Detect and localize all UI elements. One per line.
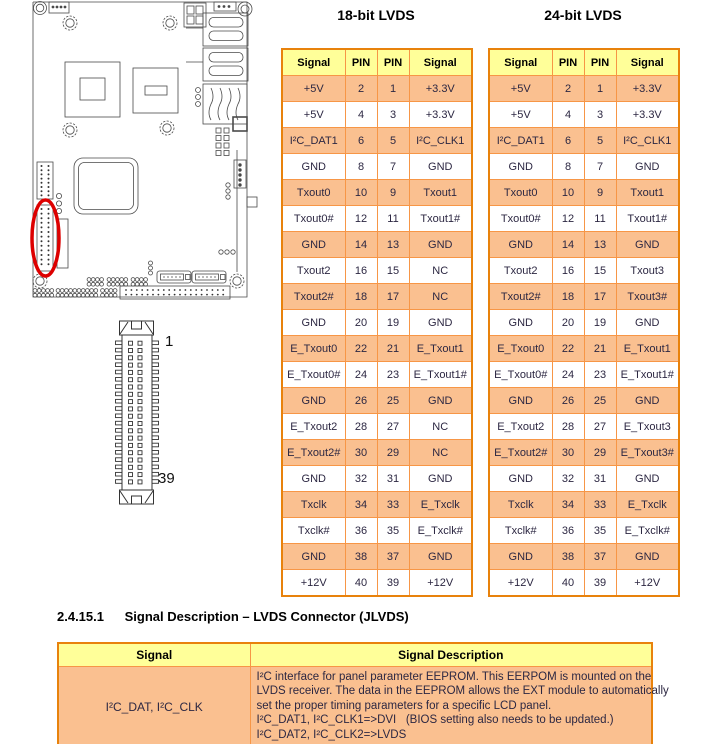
pin-cell: Txclk [282, 492, 345, 518]
pin-row [489, 180, 679, 206]
column-header: PIN [345, 49, 377, 76]
column-header: PIN [377, 49, 409, 76]
pin-cell: GND [409, 310, 472, 336]
pin-cell: 5 [584, 128, 616, 154]
pin-cell: Txclk# [489, 518, 552, 544]
pin-row [489, 284, 679, 310]
pin-cell: GND [282, 544, 345, 570]
pin-cell: +3.3V [616, 102, 679, 128]
sata-connectors [157, 271, 226, 283]
pin-cell: 28 [552, 414, 584, 440]
column-header: Signal [616, 49, 679, 76]
pin-cell: 3 [584, 102, 616, 128]
pin-cell: 23 [584, 362, 616, 388]
pin-cell: NC [409, 440, 472, 466]
left-header-upper [37, 162, 53, 199]
pin-cell: 39 [377, 570, 409, 597]
pin-cell: 18 [552, 284, 584, 310]
pin-cell: I²C_DAT1 [489, 128, 552, 154]
pin-cell: +12V [489, 570, 552, 597]
pin-cell: E_Txout1 [409, 336, 472, 362]
pin-cell: GND [282, 388, 345, 414]
pin-cell: 14 [552, 232, 584, 258]
pin-row [489, 388, 679, 414]
pin-cell: 21 [584, 336, 616, 362]
pin-cell: 2 [345, 76, 377, 102]
connector-bottom-cap [120, 490, 154, 504]
pin-cell: E_Txout0 [282, 336, 345, 362]
pin-cell: 6 [345, 128, 377, 154]
pin-cell: GND [409, 544, 472, 570]
signal-description-table [57, 642, 669, 744]
pin-cell: +12V [409, 570, 472, 597]
pin-cell: 26 [552, 388, 584, 414]
pin-row [489, 362, 679, 388]
pin-cell: 35 [377, 518, 409, 544]
pin-cell: NC [409, 284, 472, 310]
description-line: I²C interface for panel parameter EEPROM. This EERPOM is mounted on the [256, 671, 652, 683]
pin-cell: GND [409, 466, 472, 492]
pin-table [488, 48, 680, 597]
pin-cell: 12 [552, 206, 584, 232]
pin-cell: E_Txout2 [489, 414, 552, 440]
pin-cell: 4 [552, 102, 584, 128]
pin-table-title: 24-bit LVDS [544, 7, 622, 23]
pin-cell: GND [409, 388, 472, 414]
connector-top-cap [120, 321, 154, 335]
pin-cell: 34 [552, 492, 584, 518]
jlvds-header [37, 205, 53, 271]
pin-cell: Txout1 [409, 180, 472, 206]
pin-cell: 11 [584, 206, 616, 232]
cpu-chip [65, 62, 120, 117]
pin-cell: E_Txout0 [489, 336, 552, 362]
pin-cell: GND [616, 154, 679, 180]
pin-cell: 4 [345, 102, 377, 128]
column-header: PIN [552, 49, 584, 76]
pin-cell: 9 [377, 180, 409, 206]
pin-cell: E_Txout1 [616, 336, 679, 362]
pin-cell: 8 [345, 154, 377, 180]
pin-row [282, 128, 472, 154]
pin-cell: +3.3V [616, 76, 679, 102]
pin-cell: GND [489, 310, 552, 336]
pin-cell: 29 [584, 440, 616, 466]
pin-row [489, 414, 679, 440]
pin-row [282, 414, 472, 440]
pin-cell: GND [616, 466, 679, 492]
pin-cell: 39 [584, 570, 616, 597]
pin-cell: Txout3 [616, 258, 679, 284]
pin-cell: E_Txout3 [616, 414, 679, 440]
pin-cell: +5V [489, 76, 552, 102]
pin-cell: 20 [345, 310, 377, 336]
pin-row [282, 440, 472, 466]
pin-cell: 16 [552, 258, 584, 284]
lan-port [196, 84, 248, 124]
pin-cell: 32 [345, 466, 377, 492]
usb-ports [186, 13, 248, 81]
pin-row [282, 76, 472, 102]
connector-pins [129, 341, 143, 484]
column-header: Signal [489, 49, 552, 76]
pin-table [281, 48, 473, 597]
pin-cell: Txout0# [282, 206, 345, 232]
pin-cell: 13 [377, 232, 409, 258]
pin-cell: +5V [282, 102, 345, 128]
pin-cell: GND [489, 388, 552, 414]
description-line: set the proper timing parameters for a specific LCD panel. [256, 699, 552, 712]
pin-cell: GND [489, 154, 552, 180]
pin-cell: 18 [345, 284, 377, 310]
pin-cell: 32 [552, 466, 584, 492]
lvds-connector-highlight [32, 200, 59, 276]
pin-cell: +3.3V [409, 76, 472, 102]
pin-cell: 38 [552, 544, 584, 570]
pin-cell: 9 [584, 180, 616, 206]
connector-pin1-label: 1 [165, 333, 174, 350]
pin-row [489, 310, 679, 336]
pin-cell: Txout0# [489, 206, 552, 232]
pin-row [282, 544, 472, 570]
jlvds-pin-connector-drawing [112, 318, 164, 510]
pin-cell: 7 [584, 154, 616, 180]
pin-cell: 20 [552, 310, 584, 336]
bottom-pin-headers [33, 261, 152, 297]
pin-row [282, 492, 472, 518]
pin-row [282, 102, 472, 128]
pin-row [282, 466, 472, 492]
pin-row [489, 440, 679, 466]
pin-cell: 33 [584, 492, 616, 518]
pin-cell: 21 [377, 336, 409, 362]
pin-row [282, 284, 472, 310]
mounting-holes [33, 16, 244, 288]
pin-cell: E_Txclk [616, 492, 679, 518]
pin-cell: 30 [552, 440, 584, 466]
pin-cell: +5V [282, 76, 345, 102]
pin-cell: 15 [584, 258, 616, 284]
pin-cell: 37 [584, 544, 616, 570]
pin-cell: 14 [345, 232, 377, 258]
pin-cell: 30 [345, 440, 377, 466]
pin-cell: I²C_CLK1 [409, 128, 472, 154]
section-heading [57, 609, 409, 624]
pin-row [282, 518, 472, 544]
pin-cell: E_Txout1# [409, 362, 472, 388]
pin-cell: +3.3V [409, 102, 472, 128]
pin-cell: 24 [552, 362, 584, 388]
pin-cell: 1 [377, 76, 409, 102]
pin-cell: 35 [584, 518, 616, 544]
pin-cell: E_Txclk# [616, 518, 679, 544]
pin-cell: 24 [345, 362, 377, 388]
pin-cell: +12V [282, 570, 345, 597]
pin-cell: 7 [377, 154, 409, 180]
pin-row [282, 336, 472, 362]
desc-table-header-row [58, 643, 652, 667]
desc-table-row [58, 667, 652, 744]
pin-row [489, 76, 679, 102]
pin-row [489, 336, 679, 362]
pin-cell: GND [616, 388, 679, 414]
pin-row [489, 544, 679, 570]
pin-cell: Txout2 [489, 258, 552, 284]
pin-table-24bit [488, 7, 678, 597]
pin-cell: 31 [377, 466, 409, 492]
pin-cell: 8 [552, 154, 584, 180]
pin-cell: GND [409, 232, 472, 258]
pin-row [282, 232, 472, 258]
pin-cell: E_Txclk [409, 492, 472, 518]
pin-cell: GND [489, 232, 552, 258]
description-line: LVDS receiver. The data in the EEPROM allows the EXT module to automatically [256, 685, 669, 698]
pin-cell: E_Txout2# [282, 440, 345, 466]
pin-cell: I²C_DAT1 [282, 128, 345, 154]
pin-cell: NC [409, 414, 472, 440]
pin-cell: 12 [345, 206, 377, 232]
pin-row [489, 232, 679, 258]
description-line: I²C_DAT2, I²C_CLK2=>LVDS [256, 728, 407, 741]
description-cell [250, 667, 669, 744]
column-header: Signal Description [250, 643, 652, 667]
pin-cell: 10 [552, 180, 584, 206]
pin-cell: E_Txout0# [282, 362, 345, 388]
pin-cell: 33 [377, 492, 409, 518]
pin-cell: GND [489, 544, 552, 570]
pin-cell: 37 [377, 544, 409, 570]
pin-cell: Txout2# [489, 284, 552, 310]
pin-cell: 23 [377, 362, 409, 388]
pin-cell: 10 [345, 180, 377, 206]
signal-cell: I²C_DAT, I²C_CLK [58, 667, 250, 744]
right-edge-lower [219, 150, 257, 272]
pin-row [489, 466, 679, 492]
pin-cell: 36 [552, 518, 584, 544]
pin-cell: GND [282, 466, 345, 492]
pin-cell: Txout2 [282, 258, 345, 284]
pin-cell: E_Txout3# [616, 440, 679, 466]
pin-cell: 19 [584, 310, 616, 336]
pin-cell: Txout1# [616, 206, 679, 232]
pin-cell: 5 [377, 128, 409, 154]
pin-cell: GND [616, 544, 679, 570]
pin-cell: Txout2# [282, 284, 345, 310]
pin-cell: Txout0 [282, 180, 345, 206]
pin-cell: 1 [584, 76, 616, 102]
pin-cell: Txout1# [409, 206, 472, 232]
pin-cell: 15 [377, 258, 409, 284]
motherboard-diagram [0, 0, 275, 312]
pin-cell: Txclk# [282, 518, 345, 544]
pin-cell: 3 [377, 102, 409, 128]
pin-cell: 27 [377, 414, 409, 440]
pin-cell: I²C_CLK1 [616, 128, 679, 154]
pin-cell: GND [616, 310, 679, 336]
pin-row [489, 206, 679, 232]
pin-row [489, 128, 679, 154]
pin-cell: 31 [584, 466, 616, 492]
pin-cell: 16 [345, 258, 377, 284]
pin-cell: E_Txout2# [489, 440, 552, 466]
pin-row [282, 362, 472, 388]
pin-row [282, 180, 472, 206]
column-header: PIN [584, 49, 616, 76]
pin-cell: 38 [345, 544, 377, 570]
pin-row [489, 102, 679, 128]
pin-cell: E_Txout1# [616, 362, 679, 388]
pin-cell: GND [489, 466, 552, 492]
pin-cell: GND [282, 310, 345, 336]
pin-cell: 19 [377, 310, 409, 336]
pin-cell: 34 [345, 492, 377, 518]
section-title: Signal Description – LVDS Connector (JLVDS) [124, 609, 409, 624]
pin-cell: GND [282, 232, 345, 258]
pin-cell: 28 [345, 414, 377, 440]
column-header: Signal [282, 49, 345, 76]
pin-row [282, 258, 472, 284]
pin-cell: +12V [616, 570, 679, 597]
pin-cell: Txout1 [616, 180, 679, 206]
pin-cell: Txout3# [616, 284, 679, 310]
pin-cell: 13 [584, 232, 616, 258]
pin-cell: 11 [377, 206, 409, 232]
pin-cell: E_Txclk# [409, 518, 472, 544]
pin-cell: GND [409, 154, 472, 180]
pin-cell: 2 [552, 76, 584, 102]
pin-table-header-row [282, 49, 472, 76]
pin-row [282, 310, 472, 336]
description-line: I²C_DAT1, I²C_CLK1=>DVI (BIOS setting also needs to be updated.) [256, 714, 614, 727]
pin-cell: 40 [552, 570, 584, 597]
pin-row [282, 154, 472, 180]
pin-cell: NC [409, 258, 472, 284]
pin-table-18bit [281, 7, 471, 597]
column-header: Signal [409, 49, 472, 76]
pin-row [282, 206, 472, 232]
connector-pin39-label: 39 [158, 470, 175, 487]
pin-cell: 17 [584, 284, 616, 310]
pin-cell: 6 [552, 128, 584, 154]
section-number: 2.4.15.1 [57, 609, 104, 624]
pin-cell: 22 [552, 336, 584, 362]
pin-cell: 25 [584, 388, 616, 414]
pin-cell: 36 [345, 518, 377, 544]
pin-row [489, 258, 679, 284]
pin-cell: 22 [345, 336, 377, 362]
pin-table-title: 18-bit LVDS [337, 7, 415, 23]
pin-cell: 17 [377, 284, 409, 310]
pin-row [489, 570, 679, 597]
pin-cell: E_Txout0# [489, 362, 552, 388]
pin-row [489, 518, 679, 544]
pin-cell: 29 [377, 440, 409, 466]
pin-cell: Txclk [489, 492, 552, 518]
pin-cell: GND [282, 154, 345, 180]
pin-row [489, 154, 679, 180]
pin-cell: 26 [345, 388, 377, 414]
pin-cell: E_Txout2 [282, 414, 345, 440]
pin-cell: 40 [345, 570, 377, 597]
pin-cell: 27 [584, 414, 616, 440]
small-headers-right [216, 117, 247, 188]
pin-row [282, 388, 472, 414]
top-edge-components [34, 2, 253, 28]
pin-row [489, 492, 679, 518]
bga-chip [74, 158, 138, 214]
pin-cell: Txout0 [489, 180, 552, 206]
pin-row [282, 570, 472, 597]
chipset-chip [133, 68, 178, 113]
pin-cell: GND [616, 232, 679, 258]
pin-cell: 25 [377, 388, 409, 414]
pin-cell: +5V [489, 102, 552, 128]
column-header: Signal [58, 643, 250, 667]
pin-table-header-row [489, 49, 679, 76]
connector-body [122, 335, 152, 490]
